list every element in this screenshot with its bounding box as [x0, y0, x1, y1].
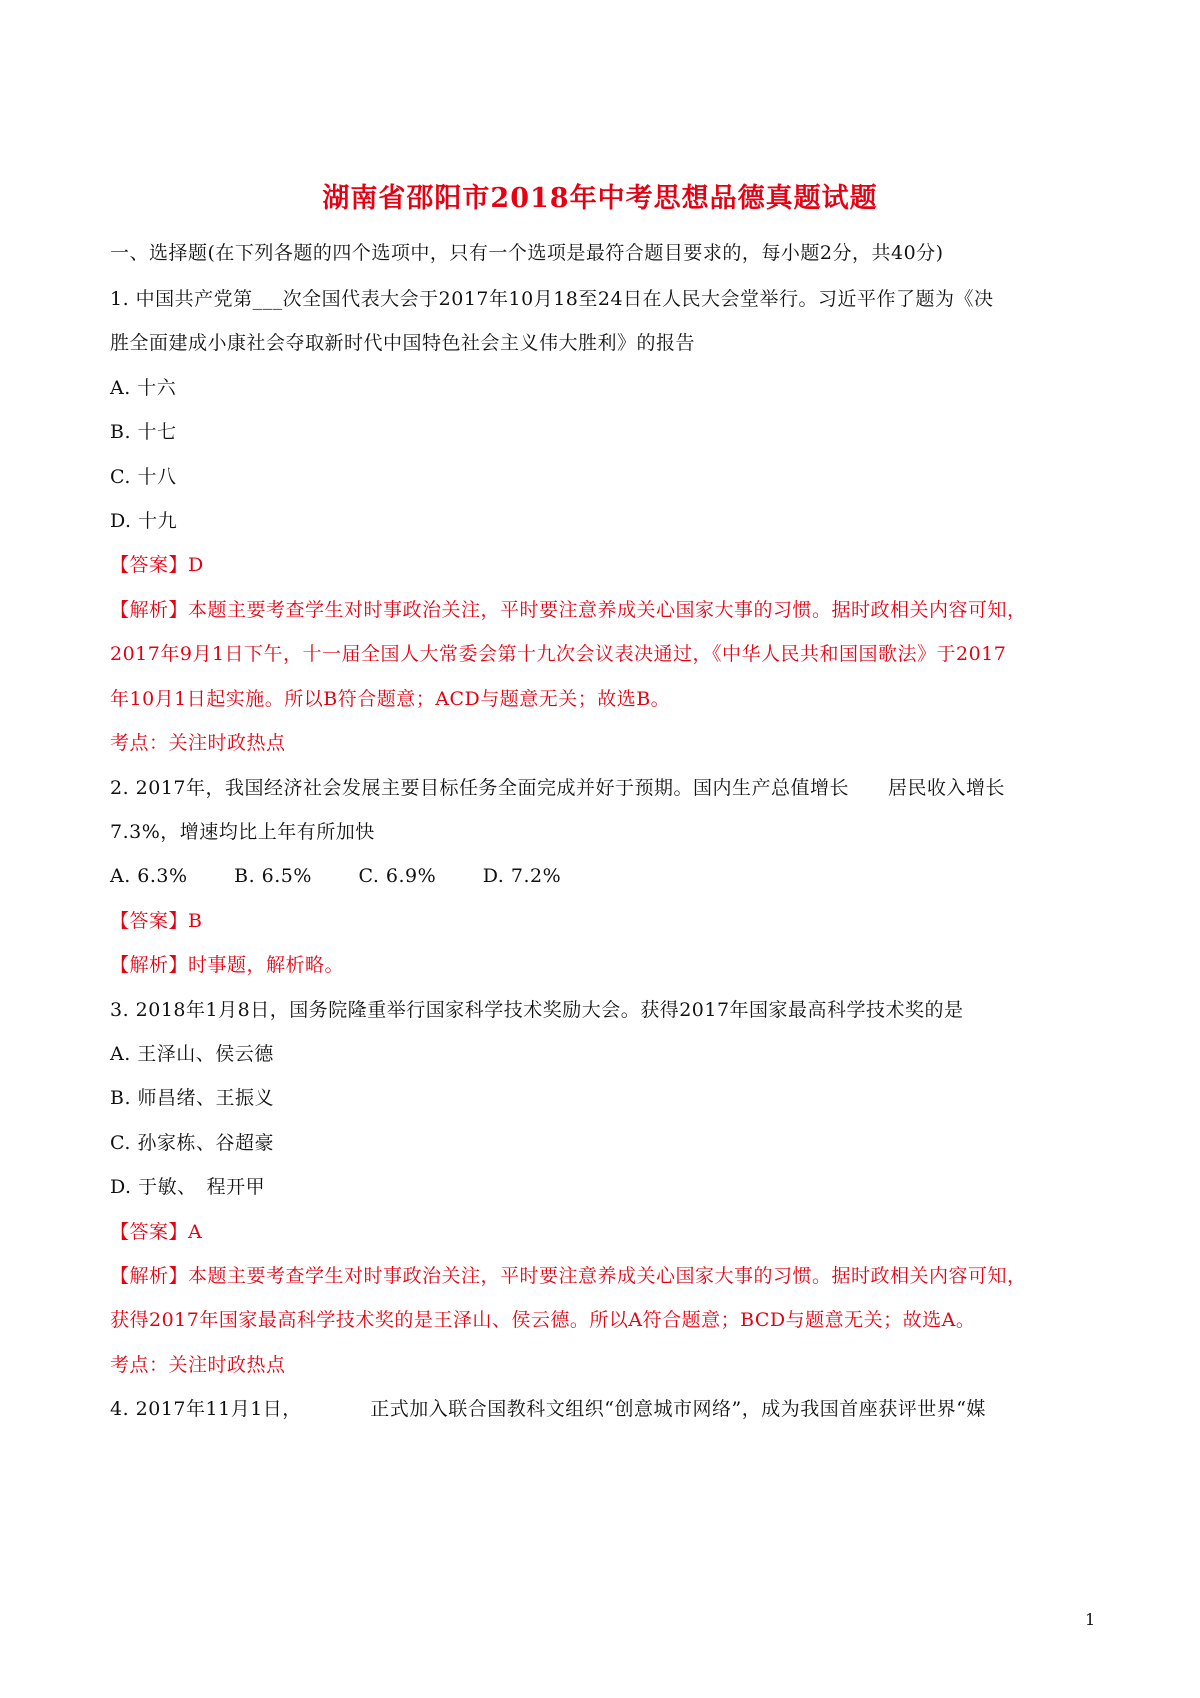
- q2-option-a: A. 6.3%: [110, 865, 188, 887]
- q2-stem-line2: 7.3%，增速均比上年有所加快: [110, 821, 375, 843]
- q1-kaodian: 考点：关注时政热点: [110, 732, 286, 754]
- q1-stem-line1: 1. 中国共产党第___次全国代表大会于2017年10月18至24日在人民大会堂举行。习近平作了题为《决: [110, 288, 994, 310]
- q2-option-c: C. 6.9%: [358, 865, 437, 887]
- q2-answer: 【答案】B: [110, 910, 203, 932]
- q3-option-a: A. 王泽山、侯云德: [110, 1043, 274, 1065]
- q1-stem-line2: 胜全面建成小康社会夺取新时代中国特色社会主义伟大胜利》的报告: [110, 332, 696, 354]
- page-number: 1: [1085, 1610, 1096, 1629]
- q2-option-d: D. 7.2%: [482, 865, 562, 887]
- q3-stem: 3. 2018年1月8日，国务院隆重举行国家科学技术奖励大会。获得2017年国家最高科学技术奖的是: [110, 999, 964, 1021]
- q3-option-d: D. 于敏、 程开甲: [110, 1176, 266, 1198]
- q3-analysis-line2: 获得2017年国家最高科学技术奖的是王泽山、侯云德。所以A符合题意；BCD与题意无关；故选A。: [110, 1309, 976, 1331]
- q1-analysis-line3: 年10月1日起实施。所以B符合题意；ACD与题意无关；故选B。: [110, 688, 671, 710]
- q2-option-b: B. 6.5%: [234, 865, 312, 887]
- q3-kaodian: 考点：关注时政热点: [110, 1354, 286, 1376]
- q3-answer: 【答案】A: [110, 1221, 203, 1243]
- q1-analysis-line2: 2017年9月1日下午，十一届全国人大常委会第十九次会议表决通过，《中华人民共和国国歌法》于2017: [110, 643, 1007, 665]
- q1-option-c: C. 十八: [110, 466, 177, 488]
- q2-options: [110, 863, 1100, 889]
- q3-analysis-line1: 【解析】本题主要考查学生对时事政治关注，平时要注意养成关心国家大事的习惯。据时政相关内容可知，: [110, 1265, 1027, 1287]
- section-heading: 一、选择题(在下列各题的四个选项中，只有一个选项是最符合题目要求的，每小题2分，共40分): [110, 242, 944, 264]
- q1-option-a: A. 十六: [110, 377, 177, 399]
- q3-option-c: C. 孙家栋、谷超豪: [110, 1132, 274, 1154]
- q3-option-b: B. 师昌绪、王振义: [110, 1087, 275, 1109]
- q1-answer: 【答案】D: [110, 554, 204, 576]
- page-title: 湖南省邵阳市2018年中考思想品德真题试题: [322, 183, 878, 214]
- q2-analysis: 【解析】时事题，解析略。: [110, 954, 345, 976]
- q1-analysis-line1: 【解析】本题主要考查学生对时事政治关注，平时要注意养成关心国家大事的习惯。据时政相关内容可知，: [110, 599, 1027, 621]
- q1-option-b: B. 十七: [110, 421, 177, 443]
- q2-stem-line1: 2. 2017年，我国经济社会发展主要目标任务全面完成并好于预期。国内生产总值增长 居民收入增长: [110, 777, 1006, 799]
- q4-stem-line1: 4. 2017年11月1日， 正式加入联合国教科文组织“创意城市网络”，成为我国首座获评世界“媒: [110, 1398, 986, 1420]
- q1-option-d: D. 十九: [110, 510, 178, 532]
